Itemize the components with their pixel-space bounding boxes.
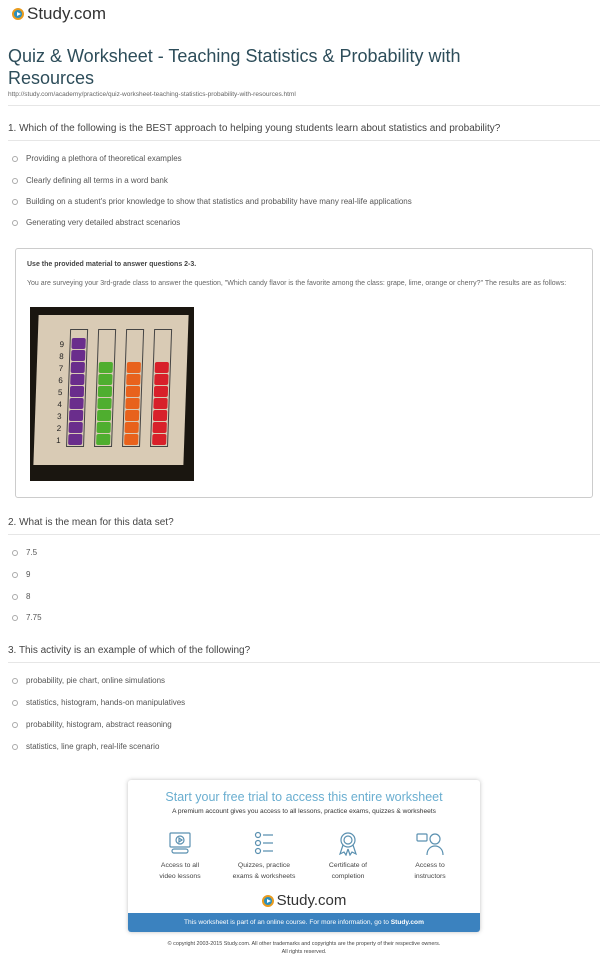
candy-piece xyxy=(98,386,112,397)
divider xyxy=(8,105,600,106)
q2-option[interactable] xyxy=(12,548,37,557)
question-1: 1. Which of the following is the BEST approach to helping young students learn about statistics and probability? xyxy=(8,123,501,134)
option-label: 8 xyxy=(26,592,31,601)
option-label: Generating very detailed abstract scenarios xyxy=(26,218,181,227)
option-label: 7.75 xyxy=(26,613,42,622)
logo-play-icon xyxy=(12,8,24,20)
candy-piece xyxy=(68,434,82,445)
candy-piece xyxy=(153,410,167,421)
candy-piece xyxy=(154,374,168,385)
candy-piece xyxy=(155,362,169,373)
candy-piece xyxy=(126,374,140,385)
study-link[interactable]: Study.com xyxy=(390,919,424,926)
radio-icon[interactable] xyxy=(12,156,18,162)
axis-label: 9 xyxy=(59,340,65,349)
copyright-text: © copyright 2003-2015 Study.com. All other trademarks and copyrights are the property of their respective owners. xyxy=(167,941,441,947)
candy-piece xyxy=(69,398,83,409)
candy-piece xyxy=(99,362,113,373)
feature-quizzes xyxy=(220,830,308,882)
q3-option[interactable] xyxy=(12,676,165,685)
candy-piece xyxy=(154,386,168,397)
course-info-bar[interactable] xyxy=(128,913,480,932)
feature-label: Access to all xyxy=(160,862,200,869)
candy-piece xyxy=(124,434,138,445)
axis-label: 1 xyxy=(56,436,61,445)
option-label: Building on a student's prior knowledge to show that statistics and probability have many real-life applications xyxy=(26,197,412,206)
candy-piece xyxy=(70,386,84,397)
option-label: probability, pie chart, online simulations xyxy=(26,676,166,685)
graph-paper xyxy=(33,315,188,465)
radio-icon[interactable] xyxy=(12,594,18,600)
candy-piece xyxy=(152,422,166,433)
graph-column xyxy=(122,329,144,447)
candy-piece xyxy=(97,398,111,409)
instructor-icon xyxy=(415,830,445,856)
page-url: http://study.com/academy/practice/quiz-worksheet-teaching-statistics-probability-with-resources.html xyxy=(8,91,296,98)
q1-option[interactable] xyxy=(12,154,182,163)
candy-piece xyxy=(153,398,167,409)
candy-piece xyxy=(125,410,139,421)
promo-heading: Start your free trial to access this entire worksheet xyxy=(165,790,443,804)
q2-option[interactable] xyxy=(12,592,30,601)
axis-label: 7 xyxy=(58,364,64,373)
copyright xyxy=(100,940,508,956)
candy-piece xyxy=(125,398,139,409)
promo-subheading: A premium account gives you access to all lessons, practice exams, quizzes & worksheets xyxy=(172,808,436,815)
option-label: Clearly defining all terms in a word bank xyxy=(26,176,168,185)
radio-icon[interactable] xyxy=(12,678,18,684)
divider xyxy=(8,662,600,663)
candy-piece xyxy=(96,434,110,445)
q1-option[interactable] xyxy=(12,176,168,185)
candy-piece xyxy=(98,374,112,385)
graph-column xyxy=(94,329,116,447)
option-label: 9 xyxy=(26,570,31,579)
free-trial-promo[interactable] xyxy=(128,780,480,932)
radio-icon[interactable] xyxy=(12,572,18,578)
logo-play-icon xyxy=(262,895,274,907)
material-heading: Use the provided material to answer questions 2-3. xyxy=(27,261,197,268)
option-label: 7.5 xyxy=(26,548,38,557)
feature-label: video lessons xyxy=(159,873,201,880)
q2-option[interactable] xyxy=(12,570,30,579)
question-2: 2. What is the mean for this data set? xyxy=(8,517,174,528)
candy-piece xyxy=(71,338,85,349)
option-label: statistics, histogram, hands-on manipulatives xyxy=(26,698,186,707)
axis-label: 2 xyxy=(56,424,62,433)
graph-column xyxy=(150,329,172,447)
page-title: Quiz & Worksheet - Teaching Statistics & Probability with Resources xyxy=(8,46,461,88)
candy-piece xyxy=(126,386,140,397)
q2-option[interactable] xyxy=(12,613,42,622)
option-label: probability, histogram, abstract reasoning xyxy=(26,720,172,729)
radio-icon[interactable] xyxy=(12,744,18,750)
promo-logo xyxy=(128,892,480,909)
candy-piece xyxy=(70,374,84,385)
bar-text: This worksheet is part of an online course. For more information, go to xyxy=(184,919,391,926)
candy-piece xyxy=(152,434,166,445)
candy-piece xyxy=(69,410,83,421)
radio-icon[interactable] xyxy=(12,615,18,621)
feature-instructors xyxy=(386,830,474,882)
feature-video xyxy=(136,830,224,882)
q3-option[interactable] xyxy=(12,720,172,729)
axis-label: 5 xyxy=(57,388,63,397)
video-lesson-icon xyxy=(167,830,193,856)
radio-icon[interactable] xyxy=(12,178,18,184)
radio-icon[interactable] xyxy=(12,722,18,728)
option-label: statistics, line graph, real-life scenario xyxy=(26,742,160,751)
logo-text: Study.com xyxy=(27,4,107,23)
radio-icon[interactable] xyxy=(12,199,18,205)
graph-column xyxy=(66,329,88,447)
radio-icon[interactable] xyxy=(12,220,18,226)
axis-label: 3 xyxy=(56,412,62,421)
candy-piece xyxy=(96,422,110,433)
quiz-list-icon xyxy=(251,830,277,856)
candy-graph-photo xyxy=(30,307,194,481)
question-3: 3. This activity is an example of which of the following? xyxy=(8,645,251,656)
material-box xyxy=(15,248,593,498)
divider xyxy=(8,534,600,535)
feature-label: Certificate of xyxy=(328,862,368,869)
candy-piece xyxy=(97,410,111,421)
feature-label: Quizzes, practice xyxy=(237,862,291,869)
q3-option[interactable] xyxy=(12,742,159,751)
axis-label: 4 xyxy=(57,400,63,409)
certificate-icon xyxy=(335,830,361,856)
candy-piece xyxy=(71,362,85,373)
feature-label: exams & worksheets xyxy=(232,873,296,880)
feature-label: instructors xyxy=(414,873,446,880)
q3-option[interactable] xyxy=(12,698,185,707)
feature-label: Access to xyxy=(415,862,445,869)
radio-icon[interactable] xyxy=(12,550,18,556)
feature-certificate xyxy=(304,830,392,882)
candy-piece xyxy=(127,362,141,373)
axis-label: 8 xyxy=(59,352,64,361)
candy-piece xyxy=(124,422,138,433)
radio-icon[interactable] xyxy=(12,700,18,706)
feature-label: completion xyxy=(331,873,365,880)
candy-piece xyxy=(68,422,82,433)
q1-option[interactable] xyxy=(12,218,180,227)
study-logo[interactable] xyxy=(12,4,106,24)
q1-option[interactable] xyxy=(12,197,412,206)
material-text: You are surveying your 3rd-grade class to answer the question, "Which candy flavor is the favorite among the class: grape, lime, orange or cherry?" The results are as follows: xyxy=(27,280,567,287)
option-label: Providing a plethora of theoretical examples xyxy=(26,154,182,163)
divider xyxy=(8,140,600,141)
axis-label: 6 xyxy=(58,376,63,385)
candy-piece xyxy=(71,350,85,361)
rights-text: All rights reserved. xyxy=(281,949,327,955)
logo-text: Study.com xyxy=(276,892,347,909)
